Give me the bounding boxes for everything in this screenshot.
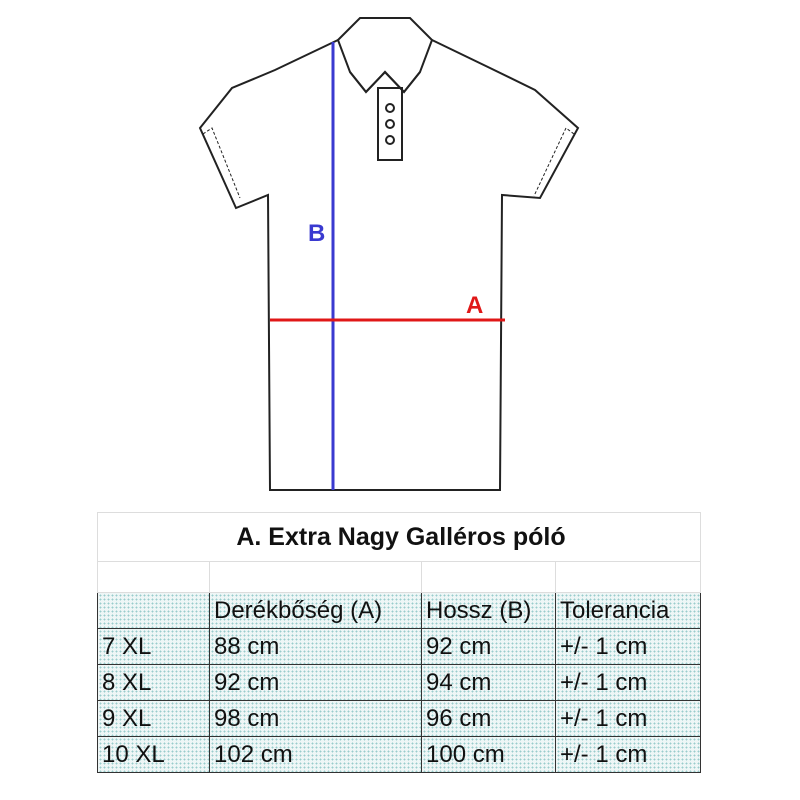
label-b: B (308, 220, 326, 247)
size-cell: 9 XL (98, 701, 210, 737)
waist-cell: 98 cm (210, 701, 422, 737)
size-table (97, 512, 701, 773)
length-cell: 100 cm (422, 737, 556, 773)
length-cell: 92 cm (422, 629, 556, 665)
header-cell: Derékbőség (A) (210, 593, 422, 629)
tolerance-cell: +/- 1 cm (556, 665, 701, 701)
length-cell: 96 cm (422, 701, 556, 737)
waist-cell: 102 cm (210, 737, 422, 773)
table-row (98, 701, 701, 737)
header-cell (98, 593, 210, 629)
size-cell: 10 XL (98, 737, 210, 773)
table-row (98, 737, 701, 773)
header-cell: Tolerancia (556, 593, 701, 629)
table-title: A. Extra Nagy Galléros póló (98, 513, 701, 562)
length-cell: 94 cm (422, 665, 556, 701)
tolerance-cell: +/- 1 cm (556, 701, 701, 737)
collar-icon (338, 18, 432, 92)
header-cell: Hossz (B) (422, 593, 556, 629)
label-a: A (466, 292, 484, 319)
table-row (98, 629, 701, 665)
tolerance-cell: +/- 1 cm (556, 629, 701, 665)
shirt-body-outline (200, 40, 578, 490)
header-row (98, 593, 701, 629)
waist-cell: 92 cm (210, 665, 422, 701)
waist-cell: 88 cm (210, 629, 422, 665)
placket-icon (378, 88, 402, 160)
size-cell: 8 XL (98, 665, 210, 701)
tolerance-cell: +/- 1 cm (556, 737, 701, 773)
size-cell: 7 XL (98, 629, 210, 665)
table-row (98, 665, 701, 701)
